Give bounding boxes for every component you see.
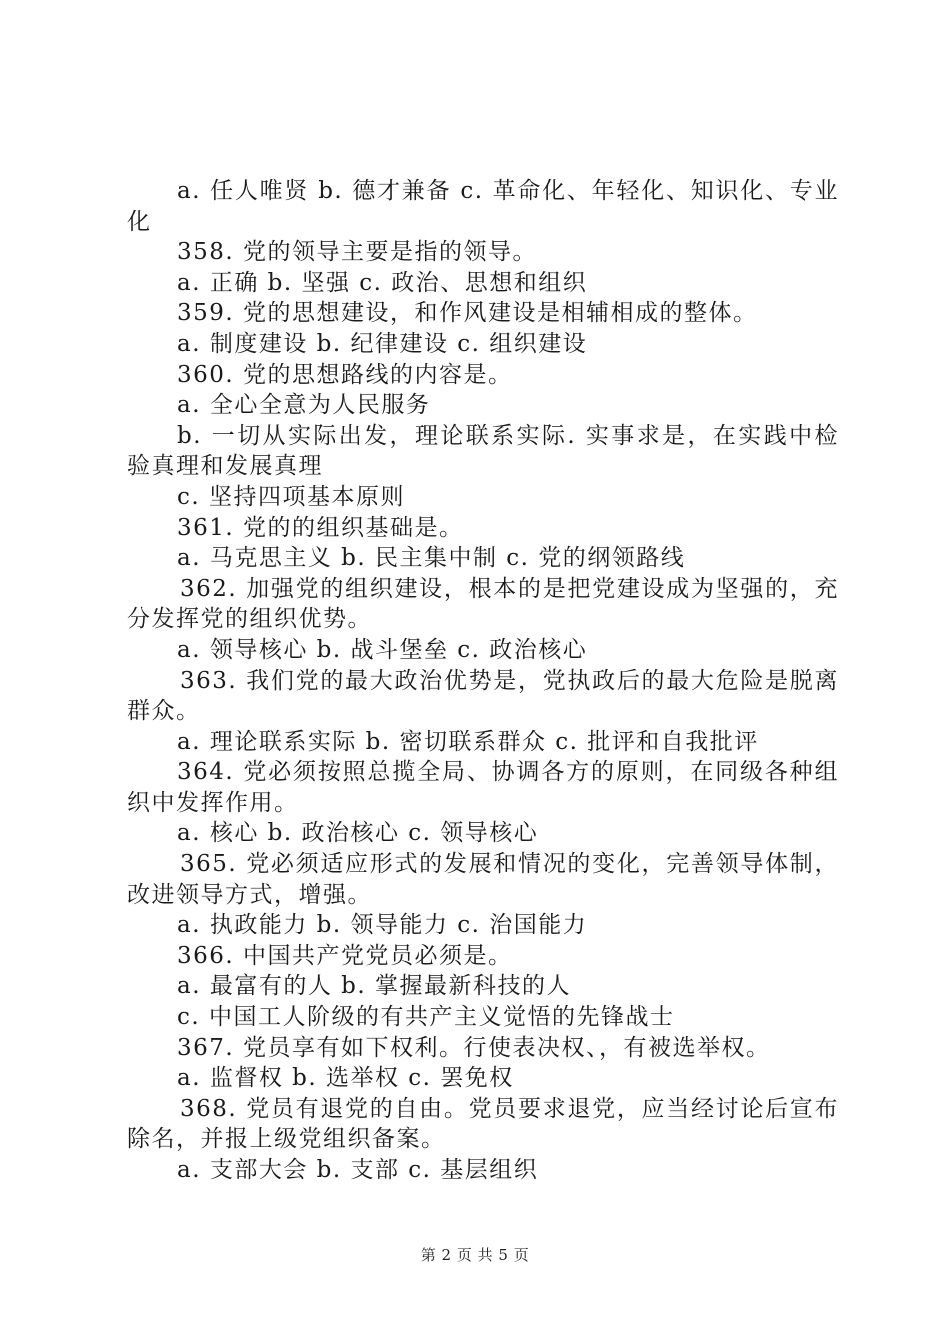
option-line: c. 坚持四项基本原则 — [177, 483, 406, 510]
option-line: c. 中国工人阶级的有共产主义觉悟的先锋战士 — [177, 1004, 675, 1031]
option-line: a. 全心全意为人民服务 — [177, 392, 431, 419]
option-line: a. 执政能力 b. 领导能力 c. 治国能力 — [177, 912, 588, 939]
option-line: a. 理论联系实际 b. 密切联系群众 c. 批评和自我批评 — [177, 728, 759, 755]
option-line: a. 监督权 b. 选举权 c. 罢免权 — [177, 1065, 514, 1092]
question-line: 366. 中国共产党党员必须是。 — [177, 942, 513, 969]
question-line: 361. 党的的组织基础是。 — [177, 514, 464, 541]
question-line: 362. 加强党的组织建设，根本的是把党建设成为坚强的，充分发挥党的组织优势。 — [127, 575, 839, 633]
option-line: a. 支部大会 b. 支部 c. 基层组织 — [177, 1157, 539, 1183]
question-line: 364. 党必须按照总揽全局、协调各方的原则，在同级各种组织中发挥作用。 — [127, 759, 839, 816]
option-line: a. 最富有的人 b. 掌握最新科技的人 — [177, 973, 571, 1000]
option-line: b. 一切从实际出发，理论联系实际. 实事求是，在实践中检验真理和发展真理 — [127, 422, 839, 480]
question-line: 360. 党的思想路线的内容是。 — [177, 361, 513, 388]
option-line: a. 任人唯贤 b. 德才兼备 c. 革命化、年轻化、知识化、专业化 — [127, 178, 839, 235]
question-line: 365. 党必须适应形式的发展和情况的变化，完善领导体制，改进领导方式，增强。 — [127, 851, 839, 908]
option-line: a. 制度建设 b. 纪律建设 c. 组织建设 — [177, 330, 588, 357]
option-line: a. 正确 b. 坚强 c. 政治、思想和组织 — [177, 269, 588, 296]
question-line: 358. 党的领导主要是指的领导。 — [177, 239, 538, 266]
question-line: 368. 党员有退党的自由。党员要求退党，应当经讨论后宣布除名，并报上级党组织备案。 — [127, 1095, 839, 1153]
question-line: 359. 党的思想建设，和作风建设是相辅相成的整体。 — [177, 300, 758, 327]
option-line: a. 领导核心 b. 战斗堡垒 c. 政治核心 — [177, 636, 588, 663]
question-line: 367. 党员享有如下权利。行使表决权、，有被选举权。 — [177, 1034, 771, 1061]
page-footer: 第 2 页 共 5 页 — [420, 1246, 530, 1264]
question-line: 363. 我们党的最大政治优势是，党执政后的最大危险是脱离群众。 — [127, 667, 839, 725]
document-body — [127, 176, 839, 1186]
option-line: a. 核心 b. 政治核心 c. 领导核心 — [177, 820, 539, 847]
option-line: a. 马克思主义 b. 民主集中制 c. 党的纲领路线 — [177, 545, 686, 572]
